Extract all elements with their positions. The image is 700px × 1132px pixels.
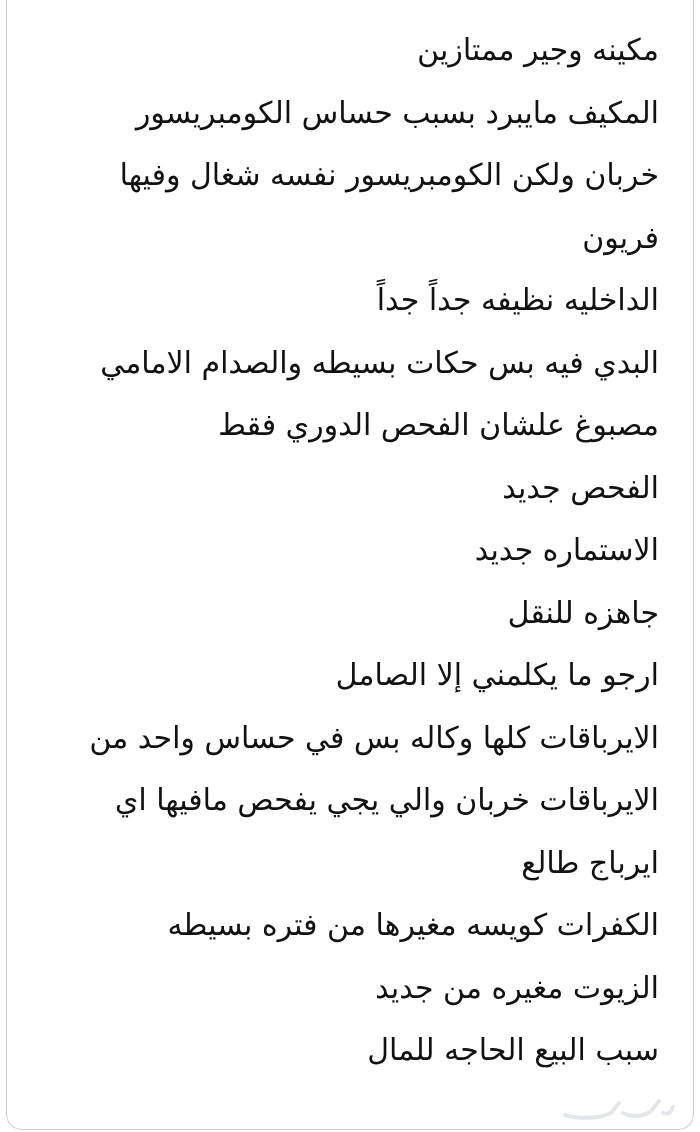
text-line: ارجو ما يكلمني إلا الصامل [335,658,659,693]
text-line: مصبوغ علشان الفحص الدوري فقط [218,408,659,443]
text-line: الكفرات كويسه مغيرها من فتره بسيطه [167,908,659,943]
text-line: الداخليه نظيفه جداً جداً [376,283,659,318]
text-line: البدي فيه بس حكات بسيطه والصدام الامامي [100,345,659,381]
text-line: سبب البيع الحاجه للمال [367,1033,659,1068]
text-line: جاهزه للنقل [507,595,659,631]
post-card [6,0,694,1130]
haraj-watermark-logo [559,1089,679,1123]
text-line: خربان ولكن الكومبريسور نفسه شغال وفيها [119,158,659,193]
text-line: المكيف مايبرد بسبب حساس الكومبريسور [135,95,659,131]
text-line: الاستماره جديد [474,533,659,568]
text-line: مكينه وجير ممتازين [417,33,659,68]
text-line: الزيوت مغيره من جديد [375,970,659,1006]
text-line: فريون [582,220,659,256]
text-line: ايرباج طالع [521,845,659,881]
text-line: الفحص جديد [502,470,659,506]
post-description [39,20,659,1083]
text-line: الايرباقات خربان والي يجي يفحص مافيها اي [114,783,659,818]
text-line: الايرباقات كلها وكاله بس في حساس واحد من [89,720,659,756]
